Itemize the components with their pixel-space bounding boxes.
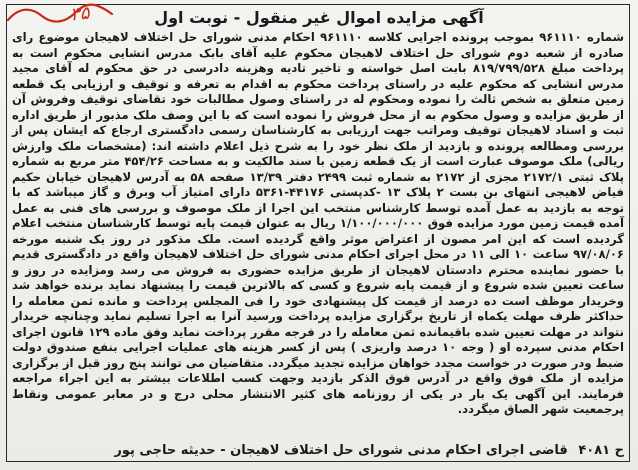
notice-signature: قاضی اجرای احکام مدنی شورای حل اختلاف لاهیجان - حدیثه حاجی پور [114,443,568,458]
handwritten-mark: ۳۵ [69,2,91,26]
notice-footer [12,443,624,458]
notice-body: شماره ۹۶۱۱۱۰ بموجب پرونده اجرایی کلاسه ۹۶۱۱۱۰ احکام مدنی شورای حل اختلاف لاهیجان موضوع رای صادره از شعبه دوم شورای حل اختلاف لاهیجان محکوم علیه آقای بابک مدرس انشایی محکوم است به پرداخت مبلغ ۸۱۹/۷۹۹/۵۲۸ بابت اصل خواسته و تاخیر تادیه وهزینه دادرسی در حق محکوم له آقای مجید مدرس انشایی که محکوم علیه در راستای پرداخت محکوم به اقدام به تعرفه و توقیف و ارزیابی یک قطعه زمین متعلق به شخص ثالث را نموده ومحکوم له در راستای وصول مطالبات خود تقاضای توقیف وفروش آن از طریق مزایده و وصول محکوم به از محل فروش را نموده است که با این وصف ملک مذبور از طریق اداره ثبت و اسناد لاهیجان توقیف ومراتب جهت ارزیابی به کارشناسان رسمی دادگستری ارجاع که ایشان پس از بررسی ومطالعه پرونده و بازدید از ملک نظر خود را به شرح ذیل اعلام داشته اند: (مشخصات ملک وارزش ریالی) ملک موصوف عبارت است از یک قطعه زمین با سند مالکیت و به مساحت ۴۵۴/۲۶ متر مربع به شماره پلاک ثبتی ۲۱۷۲/۱ مجزی از ۲۱۷۲ به شماره ثبت ۲۴۹۹ دفتر ۱۳/۳۹ صفحه ۵۸ به آدرس لاهیجان خیابان حکیم فیاض لاهیجی انتهای بن بست ۲ پلاک ۱۳ -کدپستی ۴۴۱۷۶-۵۳۶۱ دارای امتیاز آب وبرق و گاز میباشد که با توجه به بازدید به عمل آمده توسط کارشناس منتخب این اجرا از ملک موصوف و بررسی های فنی به عمل آمده قیمت زمین مورد مزایده فوق ۱/۱۰۰/۰۰۰/۰۰۰ ریال به عنوان قیمت پایه توسط کارشناسان منتخب اعلام گردیده است که این امر مصون از اعتراض موثر واقع گردیده است. ملک مذکور در روز یک شنبه مورخه ۹۷/۰۸/۰۶ ساعت ۱۰ الی ۱۱ در محل اجرای احکام مدنی شورای حل اختلاف لاهیجان واقع در دادگستری قدیم با حضور نماینده محترم دادستان لاهیجان از طریق مزایده حضوری به فروش می رسد ومزایده در روز و ساعت تعیین شده شروع و از قیمت پایه شروع و کسی که بالاترین قیمت را پیشنهاد نماید برنده خواهد شد وخریدار موظف است ده درصد از قیمت کل پیشنهادی خود را فی المجلس پرداخت و مانده ثمن معامله را حداکثر ظرف مهلت یکماه از تاریخ برگزاری مزایده پرداخت ورسید آنرا به اجرا تسلیم نماید وچنانچه خریدار نتواند در مهلت تعیین شده باقیمانده ثمن معامله را در فرجه مقرر پرداخت نماید وفق ماده ۱۲۹ قانون اجرای احکام مدنی سپرده او ( وجه ۱۰ درصد واریزی ) پس از کسر هزینه های عملیات اجرایی بنفع صندوق دولت ضبط ودر صورت در خواست مجدد خواهان مزایده تجدید میگردد. متقاضیان می توانند پنج روز قبل از برگزاری مزایده از ملک فوق واقع در آدرس فوق الذکر بازدید وجهت کسب اطلاعات بیشتر به این اجراء مراجعه فرمایند. این آگهی یک بار در یکی از روزنامه های کثیر الانتشار محلی درج و در معابر عمومی ونقاط پرجمعیت شهر الصاق میگردد. [12,30,625,416]
notice-title: آگهی مزایده اموال غیر منقول - نوبت اول [154,8,484,27]
notice-code: ح ۴۰۸۱ [578,443,624,458]
